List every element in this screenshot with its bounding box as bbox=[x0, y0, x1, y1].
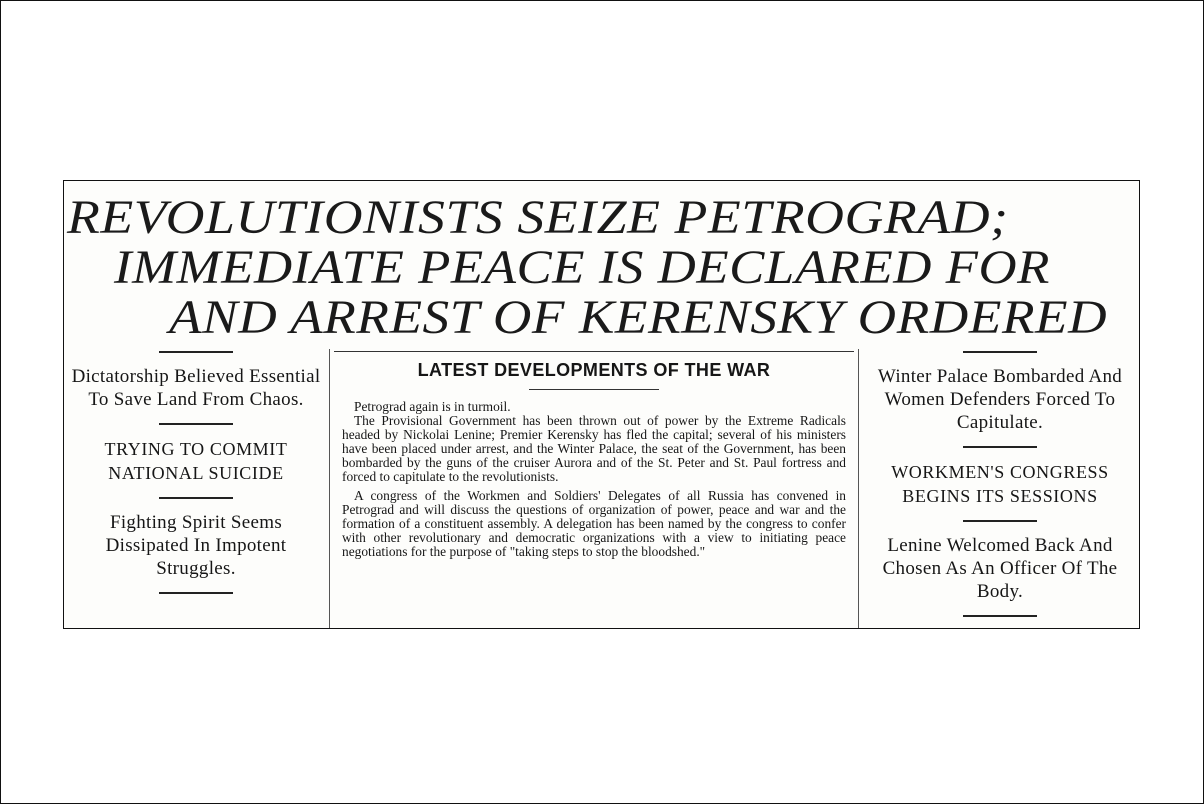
headline-line-1: REVOLUTIONISTS SEIZE PETROGRAD; bbox=[67, 191, 1009, 244]
divider-rule bbox=[529, 389, 659, 390]
left-deck-2: TRYING TO COMMIT NATIONAL SUICIDE bbox=[104, 439, 288, 483]
divider-rule bbox=[963, 446, 1037, 448]
right-deck-1: Winter Palace Bombarded And Women Defenders Forced To Capitulate. bbox=[877, 366, 1123, 433]
article-paragraph: The Provisional Government has been thrown out of power by the Extreme Radicals headed by Nickolai Lenine; Premier Kerensky has fled the capital; several of his ministers have been placed under arrest, and the Winter Palace, the seat of the Government, has been bombarded by the guns of the cruiser Aurora and of the St. Peter and St. Paul fortress and forced to capitulate to the revolutionists. bbox=[342, 412, 846, 484]
right-column bbox=[865, 351, 1135, 629]
divider-rule bbox=[159, 423, 233, 425]
middle-heading: LATEST DEVELOPMENTS OF THE WAR bbox=[417, 360, 771, 380]
divider-rule bbox=[963, 520, 1037, 522]
divider-rule bbox=[159, 592, 233, 594]
divider-rule bbox=[334, 351, 854, 352]
headline-line-2: IMMEDIATE PEACE IS DECLARED FOR bbox=[114, 241, 1050, 294]
left-deck-1: Dictatorship Believed Essential To Save Land From Chaos. bbox=[71, 366, 321, 410]
column-divider bbox=[329, 349, 330, 629]
divider-rule bbox=[963, 615, 1037, 617]
column-divider bbox=[858, 349, 859, 629]
headline-line-3: AND ARREST OF KERENSKY ORDERED bbox=[169, 291, 1108, 344]
article-paragraph: A congress of the Workmen and Soldiers' Delegates of all Russia has convened in Petrograd and will discuss the questions of organization of power, peace and war and the formation of a constituent assembly. A delegation has been named by the congress to confer with other revolutionary and democratic organizations with a view to initiating peace negotiations for the purpose of "taking steps to stop the bloodshed." bbox=[342, 488, 846, 560]
divider-rule bbox=[159, 497, 233, 499]
divider-rule bbox=[159, 351, 233, 353]
newspaper-clipping bbox=[63, 180, 1140, 629]
divider-rule bbox=[963, 351, 1037, 353]
article-body bbox=[342, 400, 846, 559]
right-deck-3: Lenine Welcomed Back And Chosen As An Officer Of The Body. bbox=[882, 535, 1118, 602]
left-deck-3: Fighting Spirit Seems Dissipated In Impotent Struggles. bbox=[105, 512, 287, 579]
left-column bbox=[67, 351, 325, 606]
article-paragraph: Petrograd again is in turmoil. bbox=[354, 399, 511, 414]
right-deck-2: WORKMEN'S CONGRESS BEGINS ITS SESSIONS bbox=[891, 462, 1109, 506]
middle-column bbox=[334, 351, 854, 565]
